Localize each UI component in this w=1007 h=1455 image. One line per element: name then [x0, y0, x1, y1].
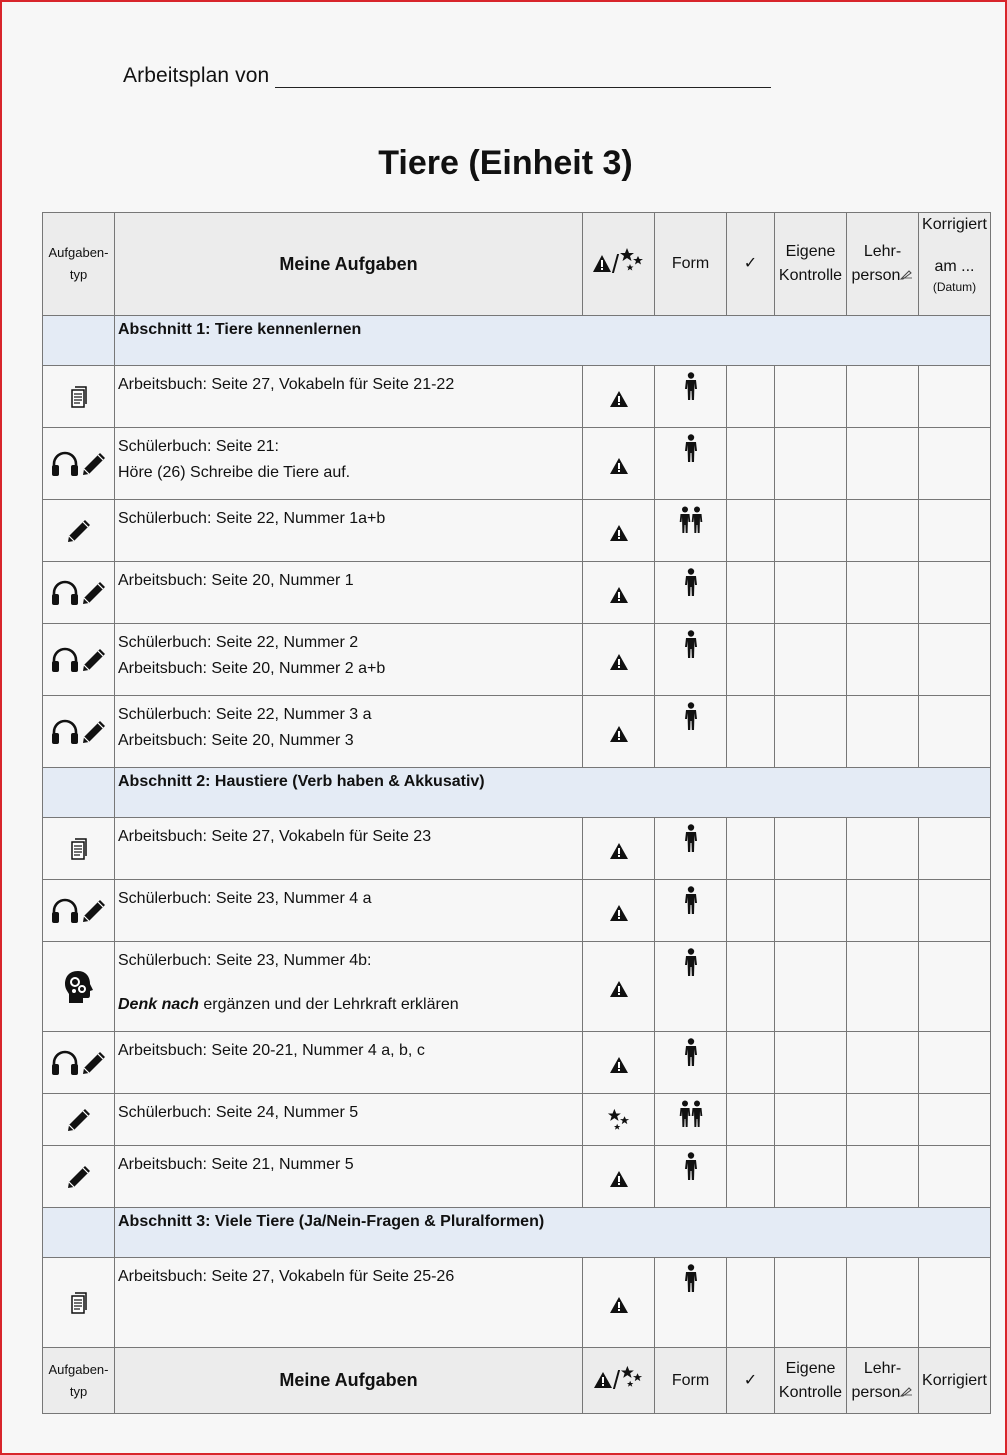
- warning-icon: [593, 1376, 613, 1393]
- teacher-cell[interactable]: [847, 818, 919, 880]
- single-work-icon: [684, 1167, 698, 1184]
- footer-teacher: [847, 1348, 919, 1414]
- document-icon: [70, 1294, 88, 1311]
- own-control-cell[interactable]: [775, 562, 847, 624]
- corrected-date-cell[interactable]: [919, 562, 991, 624]
- level-cell: [583, 1094, 655, 1146]
- warning-icon: [609, 905, 629, 922]
- single-work-icon: [684, 717, 698, 734]
- teacher-cell[interactable]: [847, 1146, 919, 1208]
- warning-icon: [609, 587, 629, 604]
- single-work-icon: [684, 645, 698, 662]
- own-control-cell[interactable]: [775, 942, 847, 1032]
- task-description: [115, 942, 583, 1032]
- task-description: [115, 696, 583, 768]
- task-description: [115, 1146, 583, 1208]
- corrected-date-cell[interactable]: [919, 1094, 991, 1146]
- task-type-cell: [43, 428, 115, 500]
- section-spacer-cell: [43, 316, 115, 366]
- table-footer-row: [43, 1348, 991, 1414]
- corrected-date-cell[interactable]: [919, 880, 991, 942]
- teacher-cell[interactable]: [847, 500, 919, 562]
- level-separator: /: [611, 249, 620, 279]
- task-type-cell: [43, 880, 115, 942]
- task-row: [43, 624, 991, 696]
- corrected-date-cell[interactable]: [919, 696, 991, 768]
- done-check-cell[interactable]: [727, 880, 775, 942]
- headphones-icon: [51, 902, 79, 919]
- corrected-date-cell[interactable]: [919, 428, 991, 500]
- plan-owner-line: [123, 64, 771, 88]
- headphones-icon: [51, 723, 79, 740]
- header-own-line2: Kontrolle: [778, 267, 843, 284]
- pencil-icon: [66, 522, 92, 539]
- task-type-cell: [43, 942, 115, 1032]
- partner-work-icon: [679, 1115, 703, 1132]
- footer-my-tasks: Meine Aufgaben: [115, 1348, 583, 1414]
- task-line: Schülerbuch: Seite 22, Nummer 2: [118, 634, 359, 651]
- header-type-line1: Aufgaben-: [48, 245, 109, 260]
- done-check-cell[interactable]: [727, 1258, 775, 1348]
- done-check-cell[interactable]: [727, 1146, 775, 1208]
- task-description: [115, 562, 583, 624]
- warning-icon: [609, 654, 629, 671]
- task-line: Schülerbuch: Seite 23, Nummer 4b:: [118, 952, 372, 969]
- teacher-cell[interactable]: [847, 942, 919, 1032]
- task-row: [43, 562, 991, 624]
- task-description: [115, 500, 583, 562]
- footer-own-line1: Eigene: [785, 1359, 836, 1377]
- partner-work-icon: [679, 521, 703, 538]
- single-work-icon: [684, 839, 698, 856]
- level-separator: /: [612, 1364, 621, 1395]
- own-control-cell[interactable]: [775, 1094, 847, 1146]
- own-control-cell[interactable]: [775, 696, 847, 768]
- headphones-icon: [51, 584, 79, 601]
- form-cell: [655, 880, 727, 942]
- footer-teacher-line2: person: [851, 1383, 901, 1401]
- footer-type-line1: Aufgaben-: [48, 1361, 109, 1377]
- form-cell: [655, 562, 727, 624]
- document-icon: [70, 840, 88, 857]
- task-type-cell: [43, 1032, 115, 1094]
- task-type-cell: [43, 696, 115, 768]
- task-type-cell: [43, 1146, 115, 1208]
- own-control-cell[interactable]: [775, 818, 847, 880]
- own-control-cell[interactable]: [775, 500, 847, 562]
- header-corrected: [919, 213, 991, 316]
- footer-type-line2: typ: [69, 1383, 88, 1399]
- warning-icon: [609, 843, 629, 860]
- name-blank-line[interactable]: [275, 65, 771, 88]
- warning-icon: [609, 1057, 629, 1074]
- teacher-cell[interactable]: [847, 428, 919, 500]
- warning-icon: [609, 726, 629, 743]
- own-control-cell[interactable]: [775, 1146, 847, 1208]
- task-type-cell: [43, 562, 115, 624]
- task-type-cell: [43, 818, 115, 880]
- teacher-cell[interactable]: [847, 1032, 919, 1094]
- task-type-cell: [43, 1094, 115, 1146]
- task-row: [43, 366, 991, 428]
- section-spacer-cell: [43, 1208, 115, 1258]
- form-cell: [655, 1032, 727, 1094]
- done-check-cell[interactable]: [727, 942, 775, 1032]
- task-line: Arbeitsbuch: Seite 27, Vokabeln für Seite 25-26: [118, 1268, 455, 1285]
- single-work-icon: [684, 583, 698, 600]
- task-line: Arbeitsbuch: Seite 20, Nummer 3: [118, 732, 354, 749]
- corrected-date-cell[interactable]: [919, 1258, 991, 1348]
- section-header-row: [43, 316, 991, 366]
- level-cell: [583, 562, 655, 624]
- footer-own-control: [775, 1348, 847, 1414]
- task-row: [43, 880, 991, 942]
- corrected-date-cell[interactable]: [919, 624, 991, 696]
- done-check-cell[interactable]: [727, 428, 775, 500]
- teacher-cell[interactable]: [847, 1094, 919, 1146]
- task-row: [43, 1032, 991, 1094]
- task-row: [43, 942, 991, 1032]
- header-type-line2: typ: [69, 267, 88, 282]
- section-header-row: [43, 768, 991, 818]
- level-cell: [583, 428, 655, 500]
- header-teacher-line1: Lehr-: [863, 243, 902, 260]
- warning-icon: [609, 525, 629, 542]
- task-description: [115, 624, 583, 696]
- task-row: [43, 1094, 991, 1146]
- warning-icon: [609, 391, 629, 408]
- form-cell: [655, 942, 727, 1032]
- task-line: Arbeitsbuch: Seite 20, Nummer 1: [118, 572, 354, 589]
- headphones-icon: [51, 1054, 79, 1071]
- pencil-icon: [81, 651, 107, 668]
- writing-hand-icon: [900, 267, 913, 284]
- warning-icon: [609, 981, 629, 998]
- form-cell: [655, 500, 727, 562]
- task-type-cell: [43, 500, 115, 562]
- task-description: [115, 880, 583, 942]
- form-cell: [655, 1258, 727, 1348]
- document-icon: [70, 388, 88, 405]
- form-cell: [655, 818, 727, 880]
- form-cell: [655, 624, 727, 696]
- stars-icon: [619, 260, 645, 277]
- task-line: Arbeitsbuch: Seite 20-21, Nummer 4 a, b, c: [118, 1042, 425, 1059]
- level-cell: [583, 624, 655, 696]
- teacher-cell[interactable]: [847, 1258, 919, 1348]
- task-row: [43, 818, 991, 880]
- corrected-date-cell[interactable]: [919, 942, 991, 1032]
- pencil-icon: [66, 1111, 92, 1128]
- task-type-cell: [43, 366, 115, 428]
- level-cell: [583, 1032, 655, 1094]
- footer-form: Form: [655, 1348, 727, 1414]
- form-cell: [655, 428, 727, 500]
- warning-icon: [609, 458, 629, 475]
- teacher-cell[interactable]: [847, 880, 919, 942]
- warning-icon: [609, 1297, 629, 1314]
- task-line: Schülerbuch: Seite 23, Nummer 4 a: [118, 890, 372, 907]
- page-title: Tiere (Einheit 3): [378, 144, 633, 182]
- task-description: [115, 1032, 583, 1094]
- task-description: [115, 1094, 583, 1146]
- level-cell: [583, 818, 655, 880]
- own-control-cell[interactable]: [775, 366, 847, 428]
- task-line: Höre (26) Schreibe die Tiere auf.: [118, 464, 351, 481]
- done-check-cell[interactable]: [727, 1032, 775, 1094]
- done-check-cell[interactable]: [727, 562, 775, 624]
- own-control-cell[interactable]: [775, 1032, 847, 1094]
- task-line: Arbeitsbuch: Seite 27, Vokabeln für Seite 21-22: [118, 376, 455, 393]
- task-description: [115, 818, 583, 880]
- header-corrected-line3: (Datum): [932, 280, 977, 294]
- single-work-icon: [684, 449, 698, 466]
- stars-icon: [620, 1376, 644, 1393]
- task-description: [115, 366, 583, 428]
- own-control-cell[interactable]: [775, 880, 847, 942]
- task-line: Schülerbuch: Seite 22, Nummer 3 a: [118, 706, 372, 723]
- footer-own-line2: Kontrolle: [778, 1383, 843, 1401]
- header-own-control: [775, 213, 847, 316]
- task-line: Arbeitsbuch: Seite 27, Vokabeln für Seite 23: [118, 828, 432, 845]
- warning-icon: [609, 1171, 629, 1188]
- level-cell: [583, 1258, 655, 1348]
- own-control-cell[interactable]: [775, 624, 847, 696]
- level-cell: [583, 880, 655, 942]
- writing-hand-icon: [900, 1384, 913, 1401]
- pencil-icon: [81, 723, 107, 740]
- corrected-date-cell[interactable]: [919, 366, 991, 428]
- header-teacher-line2: person: [851, 267, 901, 284]
- single-work-icon: [684, 1053, 698, 1070]
- section-title: Abschnitt 2: Haustiere (Verb haben & Akkusativ): [115, 768, 991, 818]
- single-work-icon: [684, 901, 698, 918]
- task-row: [43, 1146, 991, 1208]
- task-description: [115, 1258, 583, 1348]
- pencil-icon: [81, 902, 107, 919]
- header-corrected-line1: Korrigiert: [922, 216, 987, 233]
- single-work-icon: [684, 1279, 698, 1296]
- done-check-cell[interactable]: [727, 1094, 775, 1146]
- own-control-cell[interactable]: [775, 428, 847, 500]
- think-emphasis: Denk nach: [118, 996, 199, 1013]
- own-control-cell[interactable]: [775, 1258, 847, 1348]
- task-line: Arbeitsbuch: Seite 20, Nummer 2 a+b: [118, 660, 386, 677]
- teacher-cell[interactable]: [847, 366, 919, 428]
- pencil-icon: [81, 584, 107, 601]
- form-cell: [655, 696, 727, 768]
- corrected-date-cell[interactable]: [919, 1146, 991, 1208]
- task-line: Schülerbuch: Seite 22, Nummer 1a+b: [118, 510, 386, 527]
- task-table: [42, 212, 991, 1414]
- thinking-head-icon: [64, 978, 94, 995]
- task-type-cell: [43, 624, 115, 696]
- done-check-cell[interactable]: [727, 500, 775, 562]
- headphones-icon: [51, 455, 79, 472]
- section-header-row: [43, 1208, 991, 1258]
- footer-corrected: Korrigiert: [919, 1348, 991, 1414]
- footer-teacher-line1: Lehr-: [863, 1359, 902, 1377]
- plan-owner-label: Arbeitsplan von: [123, 64, 270, 87]
- form-cell: [655, 366, 727, 428]
- headphones-icon: [51, 651, 79, 668]
- section-spacer-cell: [43, 768, 115, 818]
- stars-icon: [607, 1111, 631, 1128]
- corrected-date-cell[interactable]: [919, 500, 991, 562]
- task-type-cell: [43, 1258, 115, 1348]
- level-cell: [583, 1146, 655, 1208]
- footer-task-type: [43, 1348, 115, 1414]
- teacher-cell[interactable]: [847, 562, 919, 624]
- single-work-icon: [684, 387, 698, 404]
- section-title: Abschnitt 3: Viele Tiere (Ja/Nein-Fragen & Pluralformen): [115, 1208, 991, 1258]
- task-line: Arbeitsbuch: Seite 21, Nummer 5: [118, 1156, 354, 1173]
- think-line: [118, 992, 582, 1018]
- header-check: ✓: [727, 213, 775, 316]
- pencil-icon: [81, 455, 107, 472]
- task-row: [43, 1258, 991, 1348]
- level-cell: [583, 366, 655, 428]
- form-cell: [655, 1094, 727, 1146]
- level-cell: [583, 500, 655, 562]
- teacher-cell[interactable]: [847, 696, 919, 768]
- section-title: Abschnitt 1: Tiere kennenlernen: [115, 316, 991, 366]
- level-cell: [583, 942, 655, 1032]
- done-check-cell[interactable]: [727, 366, 775, 428]
- pencil-icon: [66, 1168, 92, 1185]
- done-check-cell[interactable]: [727, 696, 775, 768]
- form-cell: [655, 1146, 727, 1208]
- warning-icon: [592, 260, 612, 277]
- header-form: Form: [655, 213, 727, 316]
- header-level: [583, 213, 655, 316]
- task-line: Schülerbuch: Seite 24, Nummer 5: [118, 1104, 359, 1121]
- task-description: [115, 428, 583, 500]
- task-row: [43, 500, 991, 562]
- corrected-date-cell[interactable]: [919, 818, 991, 880]
- footer-level: [583, 1348, 655, 1414]
- single-work-icon: [684, 963, 698, 980]
- task-row: [43, 428, 991, 500]
- table-header-row: [43, 213, 991, 316]
- footer-check: ✓: [727, 1348, 775, 1414]
- header-teacher: [847, 213, 919, 316]
- teacher-cell[interactable]: [847, 624, 919, 696]
- pencil-icon: [81, 1054, 107, 1071]
- header-task-type: [43, 213, 115, 316]
- think-rest: ergänzen und der Lehrkraft erklären: [198, 996, 459, 1013]
- level-cell: [583, 696, 655, 768]
- done-check-cell[interactable]: [727, 624, 775, 696]
- header-my-tasks: Meine Aufgaben: [115, 213, 583, 316]
- task-row: [43, 696, 991, 768]
- header-own-line1: Eigene: [785, 243, 836, 260]
- task-line: Schülerbuch: Seite 21:: [118, 438, 279, 455]
- header-corrected-line2: am ...: [934, 258, 975, 275]
- corrected-date-cell[interactable]: [919, 1032, 991, 1094]
- done-check-cell[interactable]: [727, 818, 775, 880]
